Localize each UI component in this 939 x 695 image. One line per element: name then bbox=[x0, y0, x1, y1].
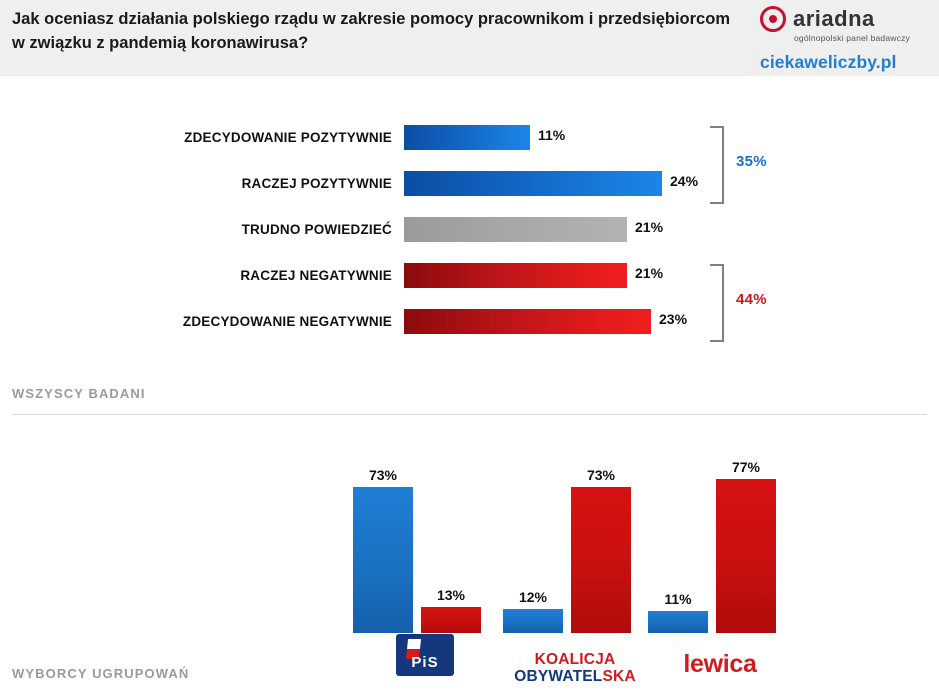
bar-fill bbox=[404, 263, 627, 288]
column-value: 73% bbox=[586, 467, 616, 483]
ko-label-line2b: SKA bbox=[602, 667, 636, 685]
column-value: 77% bbox=[731, 459, 761, 475]
column-fill bbox=[421, 607, 481, 633]
column-negatywnie bbox=[716, 459, 776, 633]
bar-label: RACZEJ NEGATYWNIE bbox=[240, 268, 392, 283]
party-logo-lewica bbox=[620, 650, 820, 679]
brand-block bbox=[760, 6, 936, 73]
bar-row bbox=[0, 169, 939, 199]
bar-track bbox=[404, 125, 530, 150]
bar-value: 21% bbox=[635, 219, 664, 235]
bar-track bbox=[404, 171, 662, 196]
page-title: Jak oceniasz działania polskiego rządu w zakresie pomocy pracownikom i przedsiębiorcom w związku z pandemią koronawirusa? bbox=[12, 10, 730, 52]
brand-website: ciekaweliczby.pl bbox=[760, 52, 897, 72]
ko-label-line1: KOALICJA bbox=[534, 651, 616, 669]
party-group-lewica bbox=[620, 433, 820, 633]
column-fill bbox=[716, 479, 776, 633]
bar-value: 21% bbox=[635, 265, 664, 281]
pis-logo-icon bbox=[396, 634, 454, 676]
bar-row bbox=[0, 261, 939, 291]
bar-row bbox=[0, 307, 939, 337]
caption-all-respondents: WSZYSCY BADANI bbox=[12, 386, 146, 401]
brand-subtitle: ogólnopolski panel badawczy bbox=[794, 33, 910, 43]
column-pozytywnie bbox=[648, 591, 708, 633]
pis-label: PiS bbox=[411, 654, 439, 671]
column-value: 13% bbox=[436, 587, 466, 603]
grouped-column-chart bbox=[0, 415, 939, 695]
header-banner bbox=[0, 0, 939, 76]
lewica-label: lewica bbox=[683, 650, 757, 678]
caption-voter-groups: WYBORCY UGRUPOWAŃ bbox=[12, 666, 190, 681]
column-value: 12% bbox=[518, 589, 548, 605]
bar-fill bbox=[404, 125, 530, 150]
column-fill bbox=[648, 611, 708, 633]
bar-value: 23% bbox=[659, 311, 688, 327]
column-pozytywnie bbox=[353, 467, 413, 633]
bar-value: 24% bbox=[670, 173, 699, 189]
column-pozytywnie bbox=[503, 589, 563, 633]
bar-fill bbox=[404, 309, 651, 334]
bar-track bbox=[404, 263, 627, 288]
bar-label: TRUDNO POWIEDZIEĆ bbox=[241, 222, 392, 237]
summary-positive: 35% bbox=[736, 153, 767, 170]
bar-fill bbox=[404, 171, 662, 196]
bar-row bbox=[0, 215, 939, 245]
bracket-negative bbox=[710, 264, 724, 342]
column-fill bbox=[503, 609, 563, 633]
bracket-positive bbox=[710, 126, 724, 204]
bar-row bbox=[0, 123, 939, 153]
brand-name: ariadna bbox=[793, 6, 875, 31]
column-value: 73% bbox=[368, 467, 398, 483]
bar-value: 11% bbox=[538, 127, 566, 143]
column-fill bbox=[353, 487, 413, 633]
summary-negative: 44% bbox=[736, 291, 767, 308]
column-value: 11% bbox=[664, 591, 692, 607]
horizontal-bar-chart bbox=[0, 76, 939, 376]
ko-label-line2a: OBYWATEL bbox=[514, 667, 603, 685]
ariadna-logo-icon bbox=[760, 6, 786, 32]
bar-track bbox=[404, 309, 651, 334]
bar-label: ZDECYDOWANIE POZYTYWNIE bbox=[184, 130, 392, 145]
bar-fill bbox=[404, 217, 627, 242]
column-negatywnie bbox=[421, 587, 481, 633]
bar-label: ZDECYDOWANIE NEGATYWNIE bbox=[182, 314, 392, 329]
bar-label: RACZEJ POZYTYWNIE bbox=[241, 176, 392, 191]
bar-track bbox=[404, 217, 627, 242]
